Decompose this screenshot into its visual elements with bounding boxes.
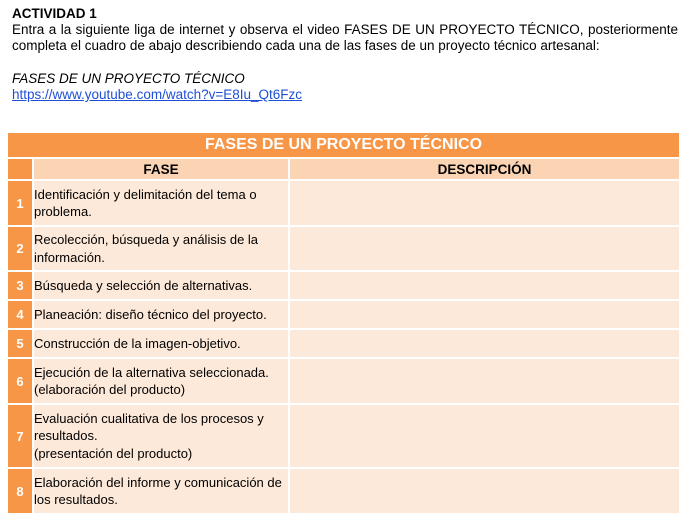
column-header-row: [7, 158, 680, 180]
phase-number: 1: [7, 180, 33, 226]
phase-name: Recolección, búsqueda y análisis de la información.: [33, 226, 289, 271]
phase-name: Ejecución de la alternativa seleccionada. (elaboración del producto): [33, 358, 289, 404]
phase-description-cell[interactable]: [289, 180, 680, 226]
phase-name: Elaboración del informe y comunicación de los resultados.: [33, 468, 289, 514]
phase-row: [7, 329, 680, 358]
activity-intro: [12, 6, 678, 103]
phase-number: 8: [7, 468, 33, 514]
phase-row: [7, 271, 680, 300]
fase-column-header: FASE: [33, 158, 289, 180]
activity-title: ACTIVIDAD 1: [12, 6, 97, 21]
phase-name: Construcción de la imagen-objetivo.: [33, 329, 289, 358]
table-title: FASES DE UN PROYECTO TÉCNICO: [7, 132, 680, 158]
phase-description-cell[interactable]: [289, 271, 680, 300]
phase-number: 5: [7, 329, 33, 358]
video-title: FASES DE UN PROYECTO TÉCNICO: [12, 71, 245, 86]
video-link[interactable]: https://www.youtube.com/watch?v=E8Iu_Qt6Fzc: [12, 87, 303, 102]
phase-number: 2: [7, 226, 33, 271]
phase-row: [7, 180, 680, 226]
phase-row: [7, 468, 680, 514]
phase-description-cell[interactable]: [289, 329, 680, 358]
phase-row: [7, 358, 680, 404]
phase-row: [7, 226, 680, 271]
phase-rows: [7, 180, 680, 514]
phases-table: [6, 131, 681, 515]
phase-number: 3: [7, 271, 33, 300]
activity-instructions: Entra a la siguiente liga de internet y observa el video FASES DE UN PROYECTO TÉCNICO, posteriormente completa el cuadro de abajo describiendo cada una de las fases de un proyecto técnico artesanal:: [12, 22, 678, 53]
phase-name: Planeación: diseño técnico del proyecto.: [33, 300, 289, 329]
phase-description-cell[interactable]: [289, 358, 680, 404]
phase-description-cell[interactable]: [289, 300, 680, 329]
phase-description-cell[interactable]: [289, 468, 680, 514]
phase-name: Evaluación cualitativa de los procesos y resultados. (presentación del producto): [33, 404, 289, 468]
descripcion-column-header: DESCRIPCIÓN: [289, 158, 680, 180]
phase-number: 6: [7, 358, 33, 404]
phase-name: Búsqueda y selección de alternativas.: [33, 271, 289, 300]
number-column-header: [7, 158, 33, 180]
phase-number: 4: [7, 300, 33, 329]
phase-number: 7: [7, 404, 33, 468]
phase-description-cell[interactable]: [289, 404, 680, 468]
phase-row: [7, 404, 680, 468]
phase-name: Identificación y delimitación del tema o problema.: [33, 180, 289, 226]
phase-row: [7, 300, 680, 329]
phase-description-cell[interactable]: [289, 226, 680, 271]
